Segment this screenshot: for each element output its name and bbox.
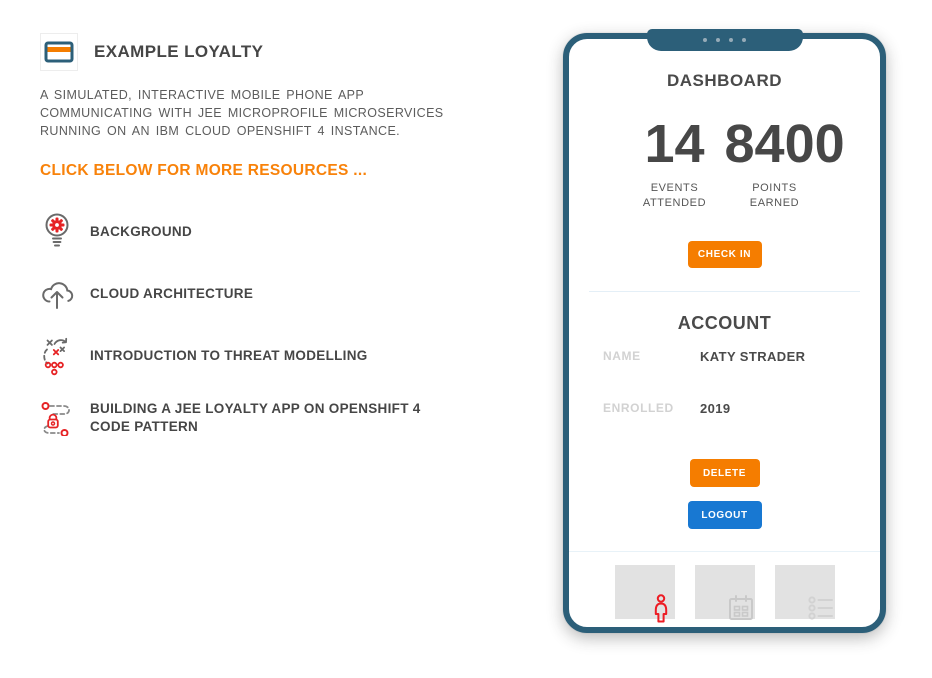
resource-item-label: BUILDING A JEE LOYALTY APP ON OPENSHIFT 4 CODE PATTERN — [90, 401, 421, 434]
name-label: NAME — [603, 349, 641, 363]
enrolled-label: ENROLLED — [603, 401, 674, 415]
name-value: KATY STRADER — [700, 349, 806, 364]
notch-dot — [742, 38, 746, 42]
points-earned-value: 8400 — [724, 114, 845, 174]
notch-dot — [716, 38, 720, 42]
resource-item-background[interactable] — [40, 210, 480, 254]
enrolled-value: 2019 — [700, 401, 731, 416]
nav-events-button[interactable] — [695, 565, 755, 619]
points-earned-label: POINTS EARNED — [749, 182, 800, 209]
left-panel — [40, 33, 480, 458]
more-resources-link[interactable]: CLICK BELOW FOR MORE RESOURCES ... — [40, 162, 368, 179]
check-in-button[interactable]: CHECK IN — [688, 241, 762, 268]
events-attended-label: EVENTS ATTENDED — [642, 182, 707, 209]
resource-list — [40, 210, 480, 440]
section-divider — [589, 291, 860, 292]
bottom-nav — [569, 565, 880, 619]
account-row-name — [569, 349, 880, 365]
logout-button[interactable]: LOGOUT — [688, 501, 762, 529]
events-attended-value: 14 — [644, 114, 705, 174]
strategy-icon — [40, 336, 74, 376]
stat-events-attended — [625, 115, 725, 211]
notch-dot — [729, 38, 733, 42]
app-description: A SIMULATED, INTERACTIVE MOBILE PHONE APP COMMUNICATING WITH JEE MICROPROFILE MICROSERVICES RUNNING ON AN IBM CLOUD OPENSHIFT 4 INSTANCE. — [40, 88, 444, 138]
account-row-enrolled — [569, 401, 880, 417]
resource-item-threat-modelling[interactable] — [40, 334, 480, 378]
resource-item-code-pattern[interactable] — [40, 396, 480, 440]
lightbulb-gear-icon — [40, 210, 74, 254]
nav-list-button[interactable] — [775, 565, 835, 619]
resource-item-label: INTRODUCTION TO THREAT MODELLING — [90, 348, 368, 363]
dashboard-title: DASHBOARD — [667, 71, 782, 90]
resource-item-label: BACKGROUND — [90, 224, 192, 239]
phone-notch — [647, 29, 803, 51]
loyalty-card-icon — [40, 33, 78, 71]
stat-points-earned — [724, 114, 845, 211]
notch-dot — [703, 38, 707, 42]
account-title: ACCOUNT — [677, 313, 772, 333]
stats-row — [569, 115, 880, 211]
phone-mockup — [563, 33, 886, 633]
page-title: EXAMPLE LOYALTY — [94, 42, 264, 61]
nav-profile-button[interactable] — [615, 565, 675, 619]
secure-path-icon — [40, 400, 74, 436]
cloud-upload-icon — [40, 276, 74, 312]
footer-divider — [569, 551, 880, 552]
resource-item-label: CLOUD ARCHITECTURE — [90, 286, 254, 301]
app-header — [40, 33, 480, 71]
delete-button[interactable]: DELETE — [690, 459, 760, 487]
resource-item-cloud-architecture[interactable] — [40, 272, 480, 316]
